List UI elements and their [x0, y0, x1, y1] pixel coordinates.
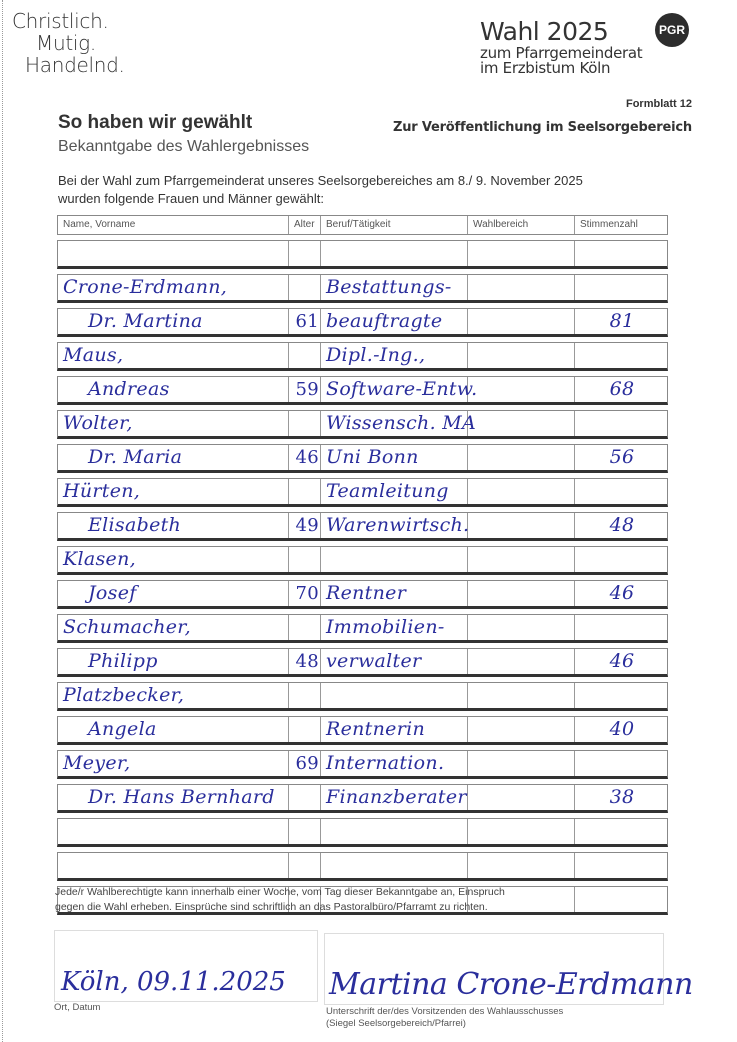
- cell-age: [289, 615, 321, 640]
- table-header: [57, 215, 668, 235]
- cell-age: 69: [289, 751, 321, 776]
- cell-age: 70: [289, 581, 321, 606]
- table-row: [57, 342, 668, 371]
- column-header-age: Alter: [289, 216, 321, 234]
- page-subtitle: Bekanntgabe des Wahlergebnisses: [58, 138, 310, 155]
- pgr-badge-icon: PGR: [655, 13, 689, 47]
- cell-votes: 81: [609, 310, 635, 332]
- slogan: [12, 10, 125, 76]
- cell-job: beauftragte: [321, 309, 468, 334]
- cell-age: 61: [289, 309, 321, 334]
- table-row: [57, 478, 668, 507]
- cell-age: [289, 819, 321, 844]
- cell-votes: 56: [609, 446, 635, 468]
- cell-name: Andreas: [58, 377, 289, 402]
- cell-job: Finanzberater: [321, 785, 468, 810]
- cell-age: 49: [289, 513, 321, 538]
- form-number: Formblatt 12: [625, 98, 692, 110]
- cell-area: [468, 343, 575, 368]
- cell-votes: 48: [609, 514, 635, 536]
- cell-job: Uni Bonn: [321, 445, 468, 470]
- cell-name: Dr. Maria: [58, 445, 289, 470]
- cell-area: [468, 853, 575, 878]
- signature-value: Martina Crone-Erdmann: [329, 967, 693, 1002]
- cell-job: [321, 683, 468, 708]
- cell-age: [289, 547, 321, 572]
- cell-votes: [575, 547, 669, 572]
- slogan-line-1: Christlich.: [12, 9, 109, 33]
- cell-name: Wolter,: [58, 411, 289, 436]
- cell-job: Bestattungs-: [321, 275, 468, 300]
- page-edge-perforation: [2, 0, 3, 1042]
- cell-job: [321, 241, 468, 266]
- place-date-label: Ort, Datum: [54, 1002, 101, 1013]
- table-row: [57, 240, 668, 269]
- table-row: [57, 614, 668, 643]
- notice-line-1: Jede/r Wahlberechtigte kann innerhalb einer Woche, vom Tag dieser Bekanntgabe an, Einspruch: [55, 886, 505, 898]
- cell-job: [321, 547, 468, 572]
- cell-age: 48: [289, 649, 321, 674]
- table-row: [57, 376, 668, 405]
- signature-label-line-1: Unterschrift der/des Vorsitzenden des Wahlausschusses: [326, 1006, 564, 1017]
- cell-votes: [575, 479, 669, 504]
- objection-notice: [55, 885, 505, 915]
- table-row: [57, 580, 668, 609]
- table-row: [57, 784, 668, 813]
- cell-job: verwalter: [321, 649, 468, 674]
- cell-votes: [575, 819, 669, 844]
- cell-age: [289, 785, 321, 810]
- column-header-name: Name, Vorname: [58, 216, 289, 234]
- cell-area: [468, 513, 575, 538]
- table-row: [57, 648, 668, 677]
- place-date-field: [54, 930, 318, 1002]
- cell-votes: [575, 751, 669, 776]
- cell-votes: [575, 343, 669, 368]
- cell-name: Angela: [58, 717, 289, 742]
- cell-area: [468, 411, 575, 436]
- cell-job: Rentnerin: [321, 717, 468, 742]
- cell-votes: [575, 241, 669, 266]
- brand-subtitle-2: im Erzbistum Köln: [480, 59, 611, 77]
- cell-job: [321, 853, 468, 878]
- publication-note: Zur Veröffentlichung im Seelsorgebereich: [393, 120, 692, 135]
- cell-name: [58, 241, 289, 266]
- column-header-votes: Stimmenzahl: [580, 219, 638, 230]
- cell-name: Crone-Erdmann,: [58, 275, 289, 300]
- cell-age: [289, 241, 321, 266]
- cell-job: Software-Entw.: [321, 377, 468, 402]
- place-date-value: Köln, 09.11.2025: [61, 967, 286, 997]
- table-row: [57, 274, 668, 303]
- table-row: [57, 512, 668, 541]
- cell-age: [289, 853, 321, 878]
- cell-votes: [575, 853, 669, 878]
- table-row: [57, 444, 668, 473]
- table-row: [57, 308, 668, 337]
- table-row: [57, 546, 668, 575]
- intro-line-2: wurden folgende Frauen und Männer gewählt:: [58, 191, 324, 206]
- cell-name: Platzbecker,: [58, 683, 289, 708]
- cell-age: 59: [289, 377, 321, 402]
- cell-area: [468, 785, 575, 810]
- cell-age: [289, 343, 321, 368]
- cell-job: Rentner: [321, 581, 468, 606]
- intro-line-1: Bei der Wahl zum Pfarrgemeinderat unseres Seelsorgebereiches am 8./ 9. November 2025: [58, 173, 583, 188]
- cell-name: Philipp: [58, 649, 289, 674]
- cell-name: Dr. Martina: [58, 309, 289, 334]
- cell-name: Elisabeth: [58, 513, 289, 538]
- cell-votes: [575, 887, 669, 912]
- signature-label: [326, 1006, 563, 1030]
- cell-name: Hürten,: [58, 479, 289, 504]
- cell-area: [468, 683, 575, 708]
- signature-label-line-2: (Siegel Seelsorgebereich/Pfarrei): [326, 1018, 466, 1029]
- cell-name: [58, 853, 289, 878]
- cell-area: [468, 581, 575, 606]
- page-title: So haben wir gewählt: [58, 112, 253, 133]
- cell-name: Dr. Hans Bernhard: [58, 785, 289, 810]
- table-row: [57, 410, 668, 439]
- cell-area: [468, 547, 575, 572]
- cell-name: Schumacher,: [58, 615, 289, 640]
- cell-area: [468, 751, 575, 776]
- cell-votes: [575, 683, 669, 708]
- cell-votes: [575, 275, 669, 300]
- results-table: [57, 215, 668, 920]
- cell-job: Wissensch. MA: [321, 411, 468, 436]
- cell-area: [468, 819, 575, 844]
- cell-area: [468, 241, 575, 266]
- election-brand: [480, 18, 642, 76]
- cell-votes: [575, 615, 669, 640]
- brand-subtitle-1: zum Pfarrgemeinderat: [480, 44, 643, 62]
- notice-line-2: gegen die Wahl erheben. Einsprüche sind schriftlich an das Pastoralbüro/Pfarramt zu richten.: [55, 901, 488, 913]
- cell-name: Meyer,: [58, 751, 289, 776]
- column-header-area: Wahlbereich: [468, 216, 575, 234]
- table-row: [57, 852, 668, 881]
- cell-age: [289, 275, 321, 300]
- cell-job: Immobilien-: [321, 615, 468, 640]
- cell-name: [58, 819, 289, 844]
- cell-area: [468, 275, 575, 300]
- cell-votes: 40: [609, 718, 635, 740]
- brand-title: Wahl 2025: [480, 17, 609, 46]
- slogan-line-3: Handelnd.: [25, 53, 125, 77]
- slogan-line-2: Mutig.: [36, 31, 96, 55]
- cell-area: [468, 479, 575, 504]
- cell-job: Dipl.-Ing.,: [321, 343, 468, 368]
- table-row: [57, 750, 668, 779]
- cell-age: [289, 683, 321, 708]
- cell-votes: 46: [609, 650, 635, 672]
- column-header-job: Beruf/Tätigkeit: [321, 216, 468, 234]
- cell-job: Warenwirtsch.: [321, 513, 468, 538]
- signature-field: [324, 933, 693, 1005]
- cell-age: 46: [289, 445, 321, 470]
- cell-job: [321, 819, 468, 844]
- cell-area: [468, 615, 575, 640]
- table-row: [57, 818, 668, 847]
- cell-name: Maus,: [58, 343, 289, 368]
- cell-name: Josef: [58, 581, 289, 606]
- cell-area: [468, 309, 575, 334]
- cell-votes: 46: [609, 582, 635, 604]
- cell-age: [289, 479, 321, 504]
- cell-area: [468, 717, 575, 742]
- table-row: [57, 716, 668, 745]
- cell-name: Klasen,: [58, 547, 289, 572]
- cell-votes: 68: [609, 378, 635, 400]
- table-row: [57, 682, 668, 711]
- cell-area: [468, 445, 575, 470]
- cell-area: [468, 649, 575, 674]
- cell-job: Teamleitung: [321, 479, 468, 504]
- cell-age: [289, 411, 321, 436]
- cell-area: [468, 377, 575, 402]
- cell-votes: [575, 411, 669, 436]
- intro-text: [58, 172, 583, 208]
- cell-votes: 38: [609, 786, 635, 808]
- cell-age: [289, 717, 321, 742]
- cell-job: Internation.: [321, 751, 468, 776]
